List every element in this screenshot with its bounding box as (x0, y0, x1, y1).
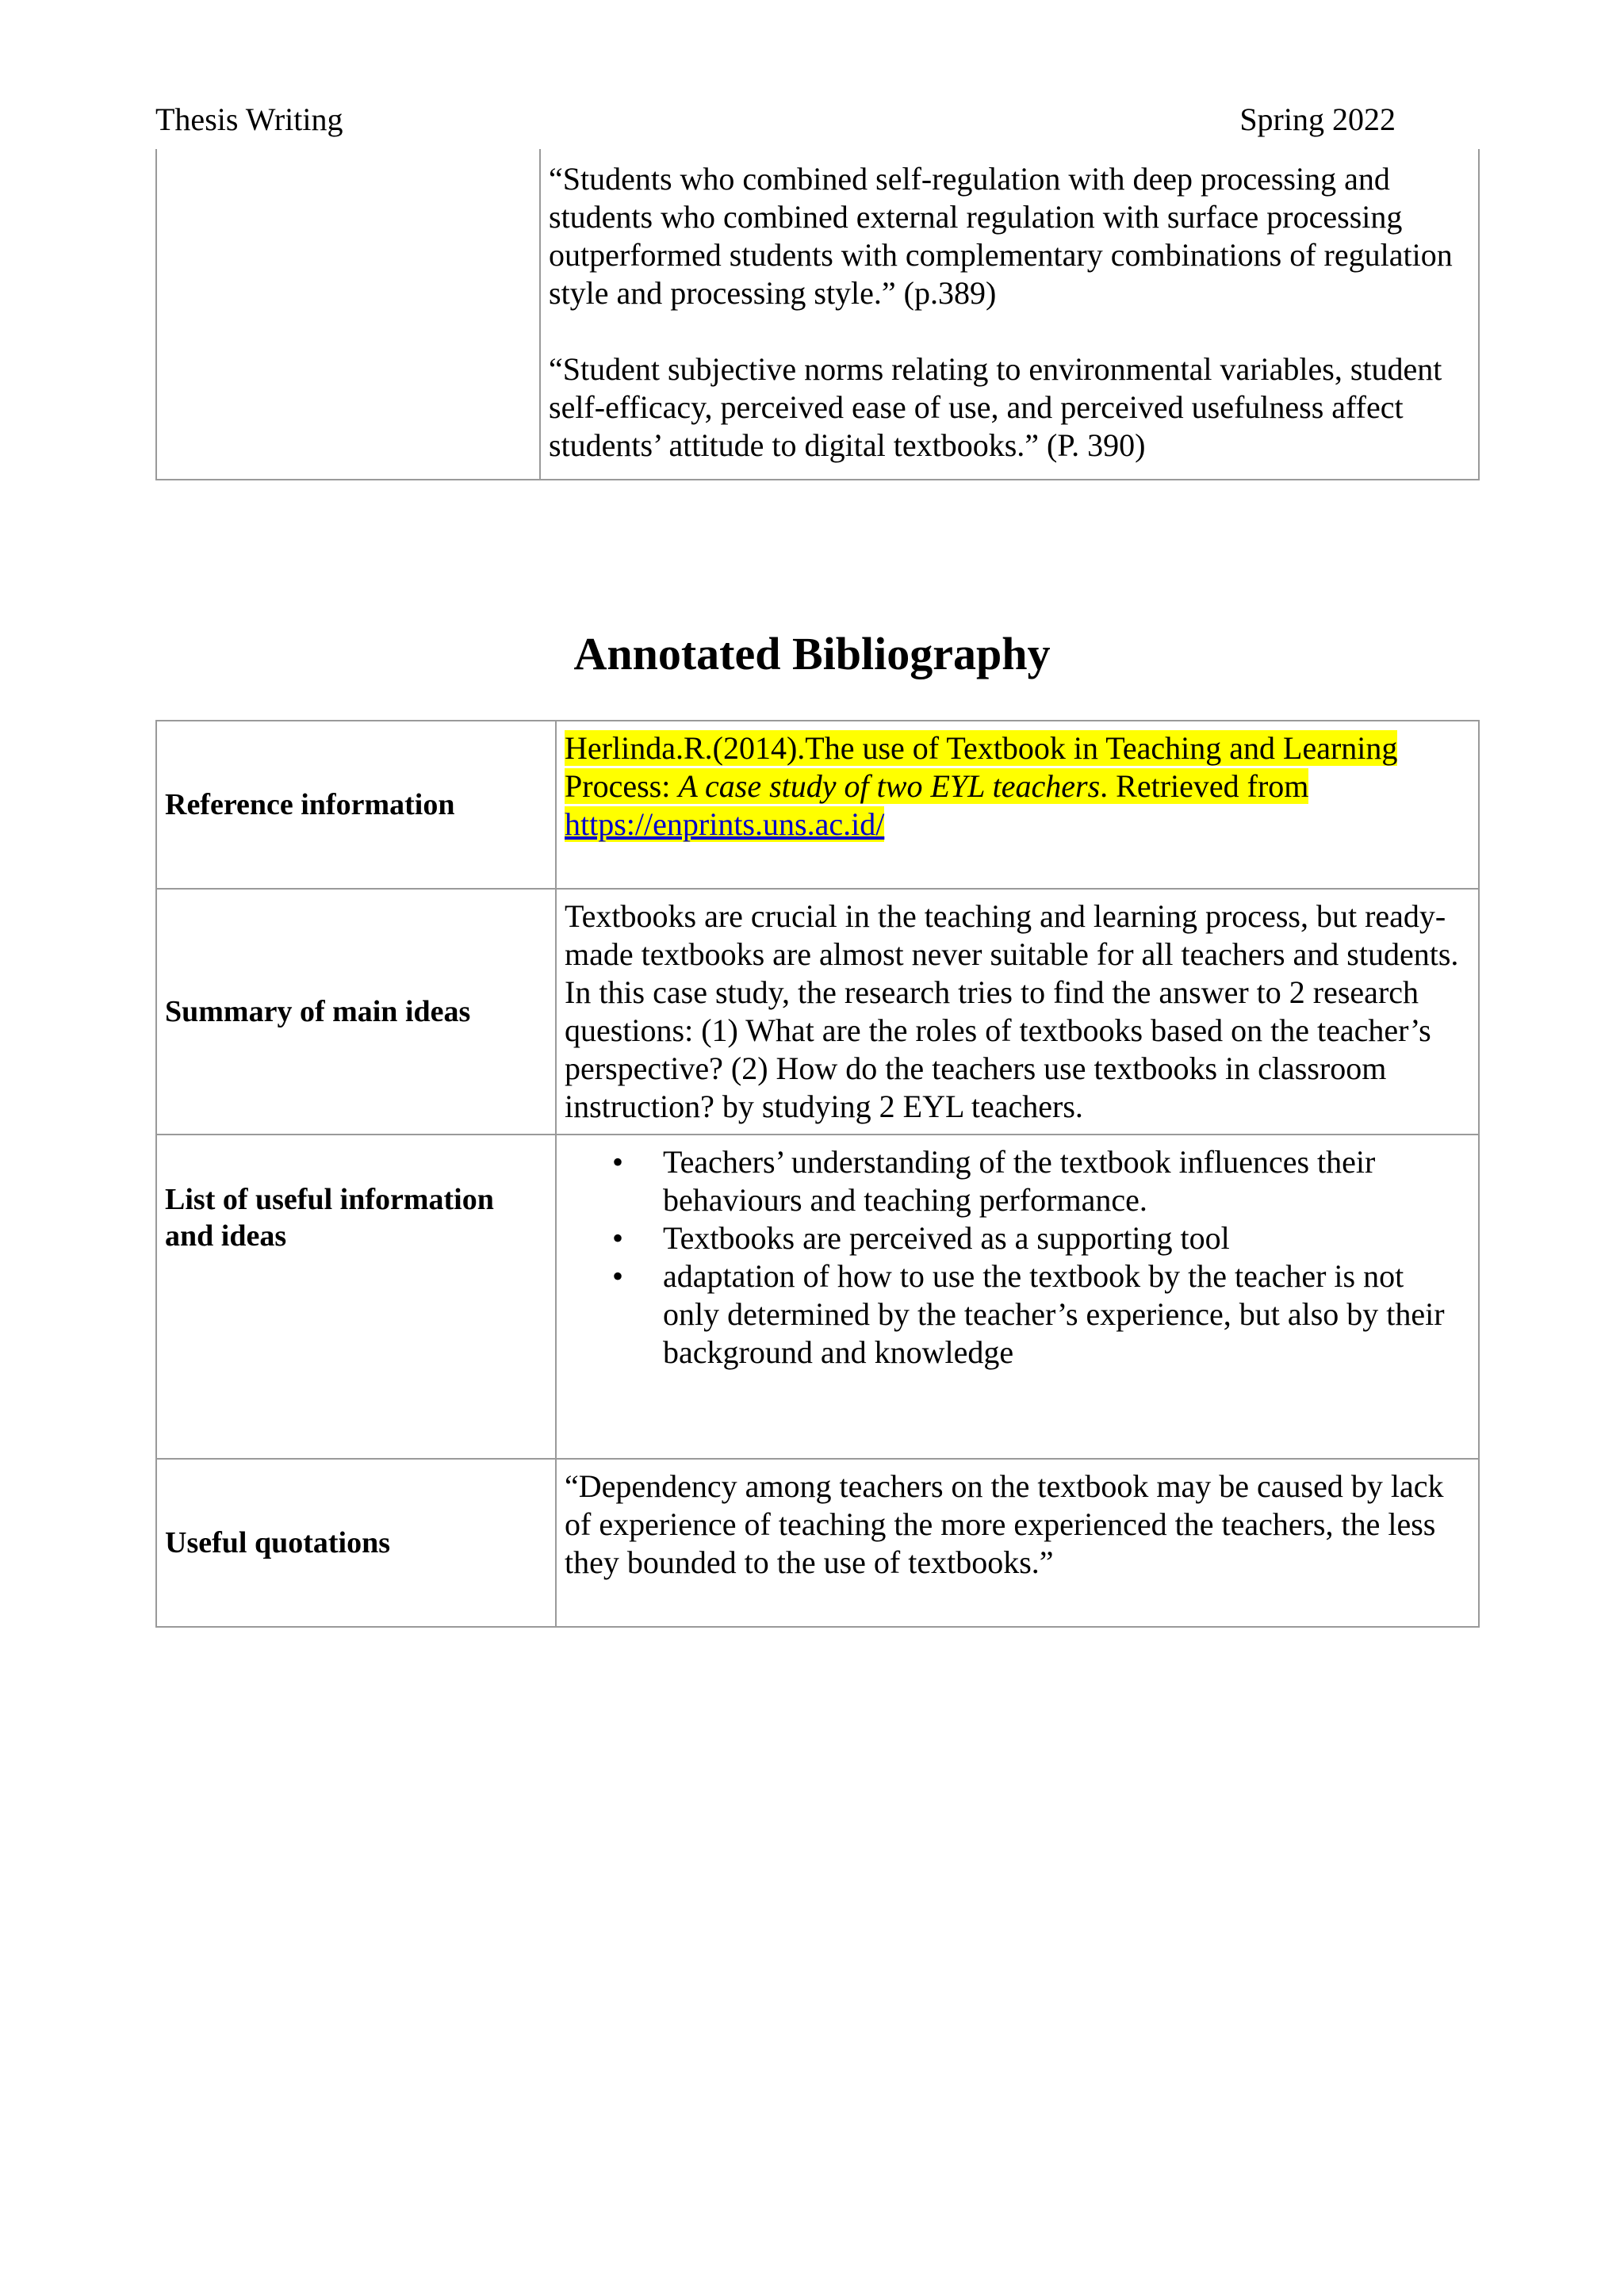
useful-info-list (565, 1143, 1464, 1372)
table-row (156, 721, 1479, 889)
bullet-icon: • (612, 1258, 624, 1294)
list-item (565, 1143, 1464, 1219)
bullet-icon: • (612, 1144, 624, 1180)
continuation-quotes-cell (540, 149, 1479, 480)
reference-subtitle: A case study of two EYL teachers (678, 768, 1101, 804)
table-row (156, 889, 1479, 1135)
page-header (155, 100, 1396, 140)
reference-value (556, 721, 1479, 889)
bullet-icon: • (612, 1220, 624, 1256)
useful-info-label: List of useful information and ideas (156, 1135, 556, 1459)
list-item (565, 1219, 1464, 1257)
useful-info-cell (556, 1135, 1479, 1459)
list-item (565, 1257, 1464, 1372)
reference-text (565, 730, 1397, 842)
quotations-label: Useful quotations (156, 1459, 556, 1627)
list-item-text: Teachers’ understanding of the textbook influences their behaviours and teaching performance. (663, 1144, 1376, 1218)
reference-author-title: Herlinda.R.(2014).The use of Textbook in Teaching and Learning Process: (565, 730, 1398, 804)
summary-label: Summary of main ideas (156, 889, 556, 1135)
table-row (156, 1459, 1479, 1627)
continuation-table (155, 149, 1480, 480)
table-row (156, 1135, 1479, 1459)
quotation-paragraph: “Student subjective norms relating to environmental variables, student self-efficacy, perceived ease of use, and perceived usefulness affect students’ attitude to digital textbooks.” (P. 390) (549, 351, 1442, 463)
section-title: Annotated Bibliography (573, 628, 1051, 679)
list-item-text: adaptation of how to use the textbook by the teacher is not only determined by the teacher’s experience, but also by their background and knowledge (663, 1258, 1445, 1370)
annotated-bibliography-table (155, 720, 1480, 1628)
reference-retrieved: . Retrieved from (1100, 768, 1309, 804)
header-term: Spring 2022 (1239, 101, 1396, 137)
summary-text: Textbooks are crucial in the teaching and learning process, but ready-made textbooks are almost never suitable for all teachers and students. In this case study, the research tries to find the answer to 2 research questions: (1) What are the roles of textbooks based on the teacher’s perspective? (2) How do the teachers use textbooks in classroom instruction? by studying 2 EYL teachers. (556, 889, 1479, 1135)
list-item-text: Textbooks are perceived as a supporting tool (663, 1220, 1230, 1256)
reference-link[interactable]: https://enprints.uns.ac.id/ (565, 806, 885, 842)
continuation-label-cell (156, 149, 540, 480)
quotation-paragraph: “Students who combined self-regulation with deep processing and students who combined external regulation with surface processing outperformed students with complementary combinations of regulation style and processing style.” (p.389) (549, 161, 1453, 311)
quotations-text: “Dependency among teachers on the textbook may be caused by lack of experience of teaching the more experienced the teachers, the less they bounded to the use of textbooks.” (556, 1459, 1479, 1627)
header-course-title: Thesis Writing (155, 101, 343, 137)
reference-label: Reference information (156, 721, 556, 889)
continuation-row (156, 149, 1479, 480)
